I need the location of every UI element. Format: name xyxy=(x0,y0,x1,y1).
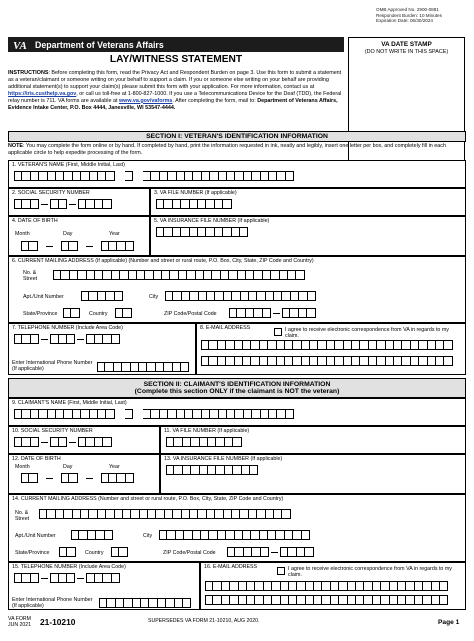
day-label: Day xyxy=(63,464,73,470)
note xyxy=(8,143,466,156)
zip-label: ZIP Code/Postal Code xyxy=(164,311,217,317)
intl-phone-label: Enter International Phone Number xyxy=(12,360,93,366)
field-label: 16. E-MAIL ADDRESS xyxy=(204,564,258,570)
instructions xyxy=(8,70,344,111)
field-label: 13. VA INSURANCE FILE NUMBER (If applicable) xyxy=(164,456,283,462)
veteran-name-field xyxy=(8,160,466,188)
veteran-va-file-field xyxy=(150,188,466,216)
field-label: 7. TELEPHONE NUMBER (Include Area Code) xyxy=(12,325,123,331)
instructions-label: INSTRUCTIONS xyxy=(8,70,49,76)
veteran-dob-input[interactable] xyxy=(21,241,134,251)
claimant-va-file-field xyxy=(160,426,466,454)
veteran-insurance-field xyxy=(150,216,466,256)
city-label: City xyxy=(143,533,153,539)
claimant-insurance-input[interactable] xyxy=(166,465,465,475)
country-label: Country xyxy=(85,550,104,556)
field-label: 2. SOCIAL SECURITY NUMBER xyxy=(12,190,90,196)
claimant-apt-input[interactable] xyxy=(71,530,113,540)
section-1-header: SECTION I: VETERAN'S IDENTIFICATION INFORMATION xyxy=(8,131,466,142)
note-text: : You may complete the form online or by hand. If completed by hand, print the information requested in ink, neatly and legibly, insert one letter per box, and completely fill in each applicable circle to help expedite processing of the form. xyxy=(8,143,446,156)
field-label: 15. TELEPHONE NUMBER (Include Area Code) xyxy=(12,564,126,570)
claimant-email-input-2[interactable] xyxy=(205,595,448,605)
department-header xyxy=(8,37,344,52)
form-title: LAY/WITNESS STATEMENT xyxy=(109,54,243,65)
veteran-ssn-field xyxy=(8,188,150,216)
claimant-dob-field xyxy=(8,454,160,494)
zip-label: ZIP Code/Postal Code xyxy=(163,550,216,556)
omb-line: Expiration Date: 06/30/2024 xyxy=(376,18,433,24)
field-label: 8. E-MAIL ADDRESS xyxy=(200,325,251,331)
veteran-email-input-2[interactable] xyxy=(201,356,453,366)
day-label: Day xyxy=(63,231,73,237)
claimant-zip-input[interactable] xyxy=(227,547,314,557)
omb-line: OMB Approved No. 2900-0881 xyxy=(376,7,439,12)
section-2-subtitle: (Complete this section ONLY if the claimant is NOT the veteran) xyxy=(134,388,340,395)
claimant-city-input[interactable] xyxy=(159,530,310,540)
apt-label: Apt./Unit Number xyxy=(23,294,64,300)
claimant-country-input[interactable] xyxy=(111,547,128,557)
claimant-consent-checkbox[interactable] xyxy=(277,567,285,575)
veteran-zip-input[interactable] xyxy=(229,308,316,318)
veteran-phone-field xyxy=(8,323,196,375)
consent-text: I agree to receive electronic correspondence from VA in regards to my claim. xyxy=(288,566,452,579)
stamp-title: VA DATE STAMP xyxy=(381,41,432,48)
claimant-dob-input[interactable] xyxy=(21,473,134,483)
field-label: 9. CLAIMANT'S NAME (First, Middle Initial, Last) xyxy=(12,400,127,406)
no-street-label: No. & xyxy=(15,510,29,516)
claimant-va-file-input[interactable] xyxy=(166,437,465,447)
claimant-phone-field xyxy=(8,562,200,610)
claimant-intl-phone-input[interactable] xyxy=(99,598,191,608)
field-label: 11. VA FILE NUMBER (If applicable) xyxy=(164,428,250,434)
city-label: City xyxy=(149,294,159,300)
omb-info xyxy=(376,7,442,24)
veteran-consent-checkbox[interactable] xyxy=(274,328,282,336)
intl-phone-label: Enter International Phone Number xyxy=(12,597,93,603)
claimant-email-input[interactable] xyxy=(205,581,448,591)
form-number: 21-10210 xyxy=(40,617,76,627)
state-label: State/Province xyxy=(23,311,58,317)
vaforms-link[interactable]: www.va.gov/vaforms xyxy=(118,97,173,104)
claimant-name-field xyxy=(8,398,466,426)
veteran-ssn-input[interactable] xyxy=(14,199,149,209)
claimant-state-input[interactable] xyxy=(59,547,76,557)
field-label: 14. CURRENT MAILING ADDRESS (Number and street or rural route, P.O. Box, City, State, ZIP Code and Country) xyxy=(12,496,284,502)
claimant-street-input[interactable] xyxy=(39,509,291,519)
field-label: 10. SOCIAL SECURITY NUMBER xyxy=(12,428,93,434)
veteran-insurance-input[interactable] xyxy=(156,227,465,237)
instructions-text: . After completing the form, mail to: xyxy=(172,97,258,104)
claimant-address-field xyxy=(8,494,466,562)
veteran-dob-field xyxy=(8,216,150,256)
consent-text: I agree to receive electronic correspondence from VA in regards to my claim. xyxy=(285,327,449,340)
veteran-email-field xyxy=(196,323,466,375)
field-label: 5. VA INSURANCE FILE NUMBER (If applicable) xyxy=(154,218,270,224)
veteran-va-file-input[interactable] xyxy=(156,199,465,209)
claimant-phone-input[interactable] xyxy=(14,573,199,583)
department-name: Department of Veterans Affairs xyxy=(35,39,164,50)
if-applicable-label: (If applicable) xyxy=(12,603,44,609)
field-label: 4. DATE OF BIRTH xyxy=(12,218,58,224)
claimant-insurance-field xyxy=(160,454,466,494)
veteran-address-field xyxy=(8,256,466,323)
claimant-name-input[interactable] xyxy=(14,409,465,419)
section-2-header xyxy=(8,378,466,398)
veteran-name-input[interactable] xyxy=(14,171,465,181)
veteran-apt-input[interactable] xyxy=(81,291,123,301)
street-label: Street xyxy=(23,276,38,282)
no-street-label: No. & xyxy=(23,270,37,276)
page-number: Page 1 xyxy=(438,619,460,626)
if-applicable-label: (If applicable) xyxy=(12,366,44,372)
veteran-phone-input[interactable] xyxy=(14,334,195,344)
svg-text:VA: VA xyxy=(13,39,27,51)
form-date: JUN 2021 xyxy=(8,622,32,628)
omb-line: Respondent Burden: 10 Minutes xyxy=(376,12,442,18)
stamp-subtitle: (DO NOT WRITE IN THIS SPACE) xyxy=(364,49,449,55)
veteran-street-input[interactable] xyxy=(53,270,305,280)
month-label: Month xyxy=(15,464,30,470)
field-label: 12. DATE OF BIRTH xyxy=(12,456,61,462)
supersedes-note: SUPERSEDES VA FORM 21-10210, AUG 2020. xyxy=(148,618,260,624)
claimant-ssn-field xyxy=(8,426,160,454)
year-label: Year xyxy=(109,231,120,237)
form-footer-id xyxy=(8,616,31,628)
section-2-title: SECTION II: CLAIMANT'S IDENTIFICATION INFORMATION xyxy=(143,381,331,388)
veteran-city-input[interactable] xyxy=(165,291,316,301)
veteran-country-input[interactable] xyxy=(115,308,132,318)
country-label: Country xyxy=(89,311,108,317)
mailing-address: Department of Veterans Affairs, Evidence Intake Center, P.O. Box 4444, Janesville, WI 53547-4444. xyxy=(8,97,338,111)
month-label: Month xyxy=(15,231,30,237)
va-form-label: VA FORM xyxy=(8,616,31,622)
veteran-intl-phone-input[interactable] xyxy=(97,362,189,372)
field-label: 3. VA FILE NUMBER (If applicable) xyxy=(154,190,237,196)
instructions-text: : Before completing this form, read the Privacy Act and Respondent Burden on page 3. Use this form to submit a statement as a veteran/claimant or someone writing on your behalf to support a claim. If you or someone else writing on your behalf are providing additional statement(s) to support your claim(s) please submit this form with your application. For more information, contact us at xyxy=(8,70,342,90)
instructions-text: , or call us toll-free at 1-800-827-1000. If you use a Telecommunications Device for the Deaf (TDD), the Federal relay number is 711. VA forms are available at xyxy=(8,90,342,104)
street-label: Street xyxy=(15,516,30,522)
year-label: Year xyxy=(109,464,120,470)
field-label: 1. VETERAN'S NAME (First, Middle Initial, Last) xyxy=(12,162,125,168)
apt-label: Apt./Unit Number xyxy=(15,533,56,539)
iris-link[interactable]: https://iris.custhelp.va.gov xyxy=(8,90,77,97)
va-logo-icon xyxy=(11,38,33,51)
claimant-email-field xyxy=(200,562,466,610)
note-label: NOTE xyxy=(8,143,23,149)
field-label: 6. CURRENT MAILING ADDRESS (If applicable) (Number and street or rural route, P.O. Box, City, State, ZIP Code and Country) xyxy=(12,258,314,264)
veteran-email-input[interactable] xyxy=(201,340,453,350)
state-label: State/Province xyxy=(15,550,50,556)
claimant-ssn-input[interactable] xyxy=(14,437,159,447)
veteran-state-input[interactable] xyxy=(63,308,80,318)
